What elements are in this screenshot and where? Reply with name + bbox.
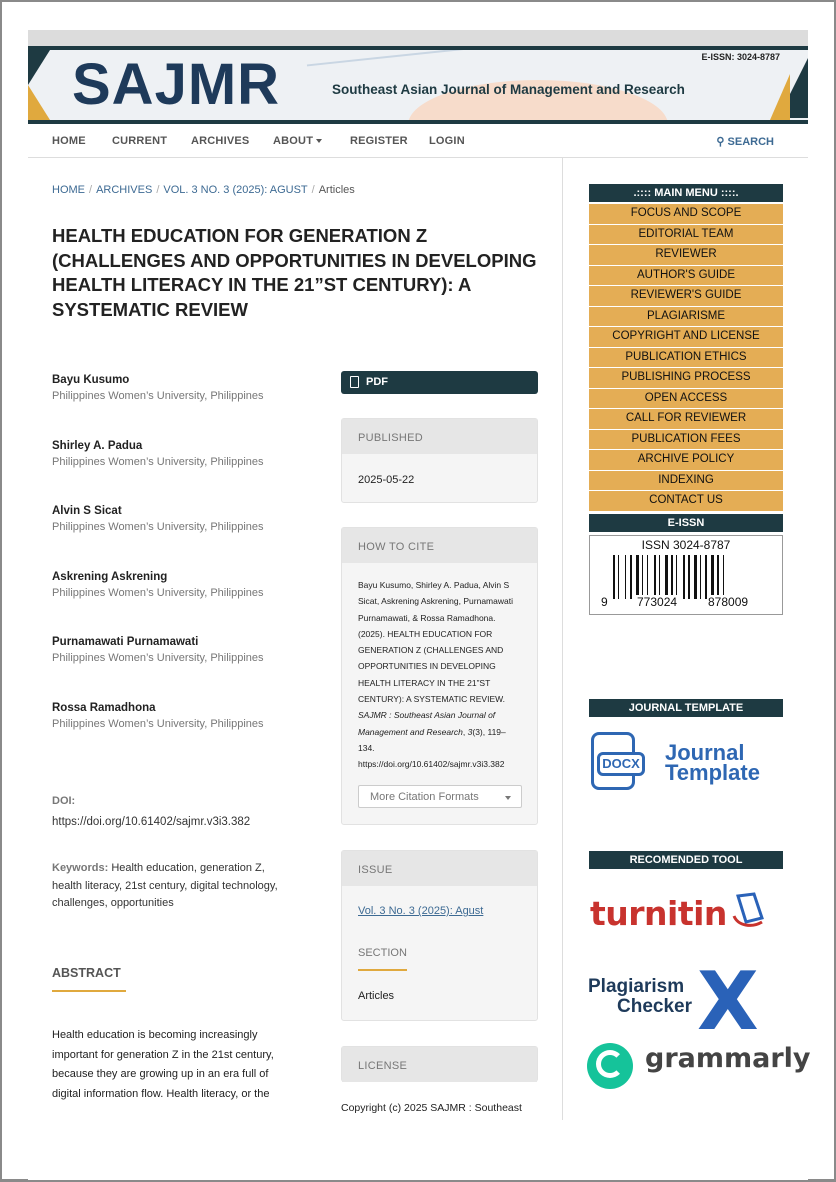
main-menu [589, 204, 783, 512]
pdf-file-icon [350, 376, 359, 388]
column-divider [562, 158, 563, 1120]
search-icon: ⚲ [716, 136, 725, 148]
issue-panel [341, 850, 538, 1021]
barcode-stripe [647, 555, 648, 599]
barcode-stripe [676, 555, 677, 599]
author-item [52, 438, 292, 504]
header-eissn: E-ISSN: 3024-8787 [701, 52, 780, 62]
journal-page [28, 30, 811, 1180]
barcode-stripe [665, 555, 668, 599]
recommended-tool-title: RECOMENDED TOOL [589, 851, 783, 869]
breadcrumb-separator: / [89, 184, 93, 196]
menu-item-focus-and-scope[interactable]: FOCUS AND SCOPE [589, 204, 783, 224]
author-item [52, 700, 292, 766]
menu-item-contact-us[interactable]: CONTACT US [589, 491, 783, 511]
author-item [52, 634, 292, 700]
barcode-icon [613, 555, 775, 599]
author-affiliation: Philippines Women’s University, Philippines [52, 717, 264, 730]
menu-item-call-for-reviewer[interactable]: CALL FOR REVIEWER [589, 409, 783, 429]
license-panel [341, 1046, 538, 1082]
author-affiliation: Philippines Women’s University, Philippines [52, 521, 264, 533]
turnitin-logo[interactable]: turnitin [590, 894, 727, 933]
author-affiliation: Philippines Women’s University, Philippines [52, 652, 264, 664]
grammarly-logo[interactable]: grammarly [645, 1043, 811, 1074]
menu-item-editorial-team[interactable]: EDITORIAL TEAM [589, 225, 783, 245]
citation-separator: , [462, 726, 468, 737]
barcode-stripe [630, 555, 632, 599]
keywords-value: Health education, generation Z, health literacy, 21st century, digital technology, challenges, opportunities [52, 862, 278, 909]
barcode-stripe [705, 555, 707, 599]
grammarly-icon[interactable] [587, 1043, 633, 1089]
banner-triangle-right-gold [770, 74, 790, 120]
author-name: Purnamawati Purnamawati [52, 636, 199, 648]
docx-tag: DOCX [597, 752, 645, 776]
barcode-stripe [642, 555, 643, 599]
nav-login[interactable]: LOGIN [429, 135, 465, 147]
chevron-down-icon [316, 139, 322, 143]
author-name: Askrening Askrening [52, 570, 168, 583]
abstract-text: Health education is becoming increasingly important for generation Z in the 21st century, because they are growing up in an era full of digital information flow. Health literacy, or the [52, 1029, 274, 1100]
copyright-text: Copyright (c) 2025 SAJMR : Southeast [341, 1102, 522, 1114]
eissn-title: E-ISSN [589, 514, 783, 532]
license-heading: LICENSE [342, 1047, 537, 1082]
author-item [52, 503, 292, 569]
journal-template-title: JOURNAL TEMPLATE [589, 699, 783, 717]
turnitin-icon [732, 890, 770, 930]
breadcrumb-home[interactable]: HOME [52, 184, 85, 196]
breadcrumb [52, 184, 355, 196]
menu-item-publication-ethics[interactable]: PUBLICATION ETHICS [589, 348, 783, 368]
more-citation-label: More Citation Formats [370, 791, 479, 803]
journal-subtitle: Southeast Asian Journal of Management and Research [332, 82, 685, 97]
journal-template-link[interactable] [665, 740, 760, 785]
author-item [52, 372, 292, 438]
top-strip [28, 30, 808, 46]
barcode-stripe [654, 555, 656, 599]
plagiarism-text-line1: Plagiarism [588, 976, 685, 997]
menu-item-open-access[interactable]: OPEN ACCESS [589, 389, 783, 409]
keywords [52, 860, 292, 913]
citation-main: Bayu Kusumo, Shirley A. Padua, Alvin S Sicat, Askrening Askrening, Purnamawati Purnamawati, & Rossa Ramadhona. (2025). HEALTH EDUCATION FOR GENERATION Z (CHALLENGES AND OPPORTUNITIES IN DEVELOPING HEALTH LITERACY IN THE 21”ST CENTURY): A SYSTEMATIC REVIEW. [358, 580, 513, 705]
barcode-stripe [711, 555, 714, 599]
citation-body [342, 563, 537, 773]
breadcrumb-archives[interactable]: ARCHIVES [96, 184, 153, 196]
issue-link[interactable]: Vol. 3 No. 3 (2025): Agust [358, 905, 484, 917]
pdf-button-label: PDF [366, 376, 388, 388]
section-underline [358, 969, 407, 971]
header-banner[interactable] [28, 46, 808, 124]
how-to-cite-panel [341, 527, 538, 825]
nav-archives[interactable]: ARCHIVES [191, 135, 250, 147]
menu-item-publication-fees[interactable]: PUBLICATION FEES [589, 430, 783, 450]
published-heading: PUBLISHED [342, 419, 537, 454]
barcode-stripe [700, 555, 701, 599]
barcode-stripe [613, 555, 615, 599]
pdf-download-button[interactable] [341, 371, 538, 394]
barcode-stripe [723, 555, 724, 599]
grammarly-g-mark [596, 1050, 624, 1078]
barcode-stripe [618, 555, 619, 599]
barcode-stripe [659, 555, 660, 599]
plagiarism-x-mark: X [697, 955, 759, 1048]
author-name: Rossa Ramadhona [52, 701, 156, 714]
menu-item-plagiarisme[interactable]: PLAGIARISME [589, 307, 783, 327]
barcode-stripe [636, 555, 639, 599]
citation-text [358, 577, 521, 773]
menu-item-reviewers-guide[interactable]: REVIEWER'S GUIDE [589, 286, 783, 306]
breadcrumb-issue[interactable]: VOL. 3 NO. 3 (2025): AGUST [163, 184, 308, 196]
more-citation-formats-dropdown[interactable] [358, 785, 522, 808]
banner-triangle-left-gold [28, 85, 50, 120]
barcode-stripe [671, 555, 673, 599]
citation-pages: (3), 119–134. [358, 726, 506, 753]
breadcrumb-separator: / [311, 184, 315, 196]
menu-item-indexing[interactable]: INDEXING [589, 471, 783, 491]
issue-body [342, 886, 537, 1002]
barcode-stripe [688, 555, 690, 599]
barcode-stripe [625, 555, 626, 599]
author-name: Alvin S Sicat [52, 505, 122, 517]
issn-label: ISSN 3024-8787 [641, 538, 731, 552]
how-to-cite-heading: HOW TO CITE [342, 528, 537, 563]
section-value: Articles [358, 990, 395, 1002]
nav-search[interactable] [716, 135, 774, 148]
journal-template-line2: Template [665, 760, 760, 785]
section-heading: SECTION [358, 947, 407, 959]
plagiarism-text-line2: Checker [617, 996, 692, 1017]
article-title: HEALTH EDUCATION FOR GENERATION Z (CHALLENGES AND OPPORTUNITIES IN DEVELOPING HEALTH LITERACY IN THE 21”ST CENTURY): A SYSTEMATIC REVIEW [52, 225, 537, 320]
published-date: 2025-05-22 [358, 474, 415, 486]
author-name: Bayu Kusumo [52, 374, 130, 386]
nav-about-label: ABOUT [273, 135, 314, 147]
journal-template-line1: Journal [665, 740, 745, 765]
main-nav [28, 124, 808, 158]
journal-logo[interactable]: SAJMR [72, 52, 281, 117]
plagiarism-checker-x-logo[interactable] [587, 955, 783, 1048]
nav-current[interactable]: CURRENT [112, 135, 168, 147]
issue-heading: ISSUE [342, 851, 537, 886]
author-affiliation: Philippines Women’s University, Philippines [52, 455, 264, 468]
barcode-digit: 878009 [708, 595, 749, 609]
menu-item-copyright-and-license[interactable]: COPYRIGHT AND LICENSE [589, 327, 783, 347]
author-name: Shirley A. Padua [52, 439, 143, 452]
menu-item-authors-guide[interactable]: AUTHOR'S GUIDE [589, 266, 783, 286]
barcode-stripe [717, 555, 719, 599]
banner-triangle-left-dark [28, 50, 50, 85]
nav-about[interactable] [273, 135, 322, 147]
nav-search-label: SEARCH [727, 136, 774, 148]
barcode-stripe [683, 555, 685, 599]
nav-home[interactable]: HOME [52, 135, 86, 147]
author-affiliation: Philippines Women’s University, Philippines [52, 586, 264, 599]
menu-item-publishing-process[interactable]: PUBLISHING PROCESS [589, 368, 783, 388]
author-item [52, 569, 292, 635]
barcode-stripe [694, 555, 697, 599]
published-panel [341, 418, 538, 503]
menu-item-reviewer[interactable]: REVIEWER [589, 245, 783, 265]
citation-volume: 3 [467, 726, 473, 737]
citation-journal: SAJMR : Southeast Asian Journal of Management and Research [358, 710, 496, 737]
nav-register[interactable]: REGISTER [350, 135, 408, 147]
abstract-underline [52, 990, 126, 992]
barcode-digit: 773024 [637, 595, 678, 609]
keywords-label: Keywords: [52, 862, 109, 874]
issn-barcode[interactable] [589, 535, 783, 615]
docx-file-icon[interactable] [587, 730, 647, 794]
citation-doi[interactable]: https://doi.org/10.61402/sajmr.v3i3.382 [358, 759, 505, 770]
breadcrumb-separator: / [156, 184, 160, 196]
author-affiliation: Philippines Women’s University, Philippines [52, 390, 264, 402]
author-list [52, 372, 292, 765]
chevron-down-icon [505, 796, 511, 800]
doi-label: DOI: [52, 795, 76, 807]
doi-link[interactable]: https://doi.org/10.61402/sajmr.v3i3.382 [52, 816, 251, 828]
abstract-heading: ABSTRACT [52, 966, 121, 980]
breadcrumb-current: Articles [318, 184, 355, 196]
barcode-digit: 9 [601, 595, 608, 609]
main-menu-title: .:::: MAIN MENU ::::. [589, 184, 783, 202]
menu-item-archive-policy[interactable]: ARCHIVE POLICY [589, 450, 783, 470]
